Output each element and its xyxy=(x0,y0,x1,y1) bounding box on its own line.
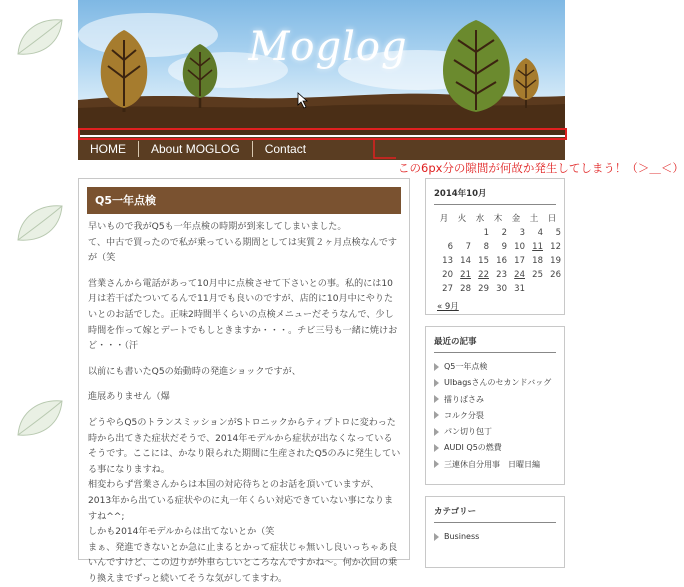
post-paragraph: 早いもので我がQ5も一年点検の時期が到来してしまいました。 て、中古で買ったので私が乗っている期間としては実質２ヶ月点検なんですが（笑 xyxy=(88,222,398,264)
calendar-day: 25 xyxy=(532,270,543,280)
calendar-day: 27 xyxy=(442,284,453,294)
arrow-bullet-icon xyxy=(434,428,439,436)
recent-post-item[interactable] xyxy=(434,375,564,391)
arrow-bullet-icon xyxy=(434,411,439,419)
calendar-day: 9 xyxy=(501,242,507,252)
calendar-weekday: 火 xyxy=(457,214,467,224)
site-header xyxy=(78,0,565,135)
nav-home-link[interactable]: HOME xyxy=(78,141,139,157)
recent-post-link[interactable]: AUDI Q5の燃費 xyxy=(444,443,502,453)
leaf-decoration-icon xyxy=(14,14,66,62)
calendar-weekday: 水 xyxy=(475,214,485,224)
calendar-day: 7 xyxy=(465,242,471,252)
recent-post-link[interactable]: UIbagsさんのセカンドバッグ xyxy=(444,378,552,388)
calendar-day: 18 xyxy=(532,256,543,266)
calendar-day: 12 xyxy=(550,242,561,252)
main-nav xyxy=(78,137,565,160)
calendar-day[interactable]: 22 xyxy=(478,270,489,280)
calendar-weekday: 月 xyxy=(439,214,449,224)
calendar-day: 8 xyxy=(483,242,489,252)
category-link[interactable]: Business xyxy=(444,532,480,541)
calendar-day: 3 xyxy=(519,228,525,238)
recent-post-link[interactable]: コルク分裂 xyxy=(444,410,484,420)
calendar-day xyxy=(543,282,561,296)
calendar-week-row xyxy=(435,240,561,254)
calendar-day: 15 xyxy=(478,256,489,266)
recent-post-item[interactable] xyxy=(434,457,564,473)
leaf-decoration-icon xyxy=(14,395,66,443)
calendar-day: 30 xyxy=(496,284,507,294)
calendar-day: 29 xyxy=(478,284,489,294)
calendar-day: 13 xyxy=(442,256,453,266)
arrow-bullet-icon xyxy=(434,444,439,452)
post-paragraph: どうやらQ5のトランスミッションがSトロニックからティプトロに変わった時から出てきた症状だそうで、2014年モデルから症状が出なくなっているそうです。ここには、かなり限られた期間に生産されたQ5のみに発生している事になりますね。 相変わらず営業さんからは本国の対応待ちとのお話を頂いていますが、 2013年から出ている症状やのに丸一年くらい対応できていない事になりますね^^; しかも2014年モデルからは出てないとか（笑 まぁ、発進できないとか急に止まるとかって症状じゃ無いし良いっちゃあ良いんですけど、この辺りが外車らしいところなんですかね〜。何か次回の乗り換えまでずっと続いてそうな気がしてますわ。 xyxy=(88,417,401,584)
category-item[interactable] xyxy=(434,529,564,545)
post-paragraph: 進展ありません（爆 xyxy=(88,392,170,403)
calendar-day: 10 xyxy=(514,242,525,252)
recent-posts-title: 最近の記事 xyxy=(434,335,556,353)
post-title[interactable]: Q5一年点検 xyxy=(87,187,401,214)
calendar-title: 2014年10月 xyxy=(434,187,556,205)
calendar-day: 2 xyxy=(501,228,507,238)
annotation-text: この6px分の隙間が何故か発生してしまう！（＞＿＜） xyxy=(398,161,684,175)
recent-post-item[interactable] xyxy=(434,440,564,456)
recent-post-item[interactable] xyxy=(434,359,564,375)
categories-widget xyxy=(425,496,565,568)
calendar-week-row xyxy=(435,226,561,240)
calendar-day xyxy=(453,226,471,240)
calendar-week-row xyxy=(435,282,561,296)
site-logo[interactable]: Moglog xyxy=(248,24,408,70)
recent-post-item[interactable] xyxy=(434,408,564,424)
calendar-day: 5 xyxy=(555,228,561,238)
calendar-table xyxy=(435,210,561,296)
calendar-day[interactable]: 21 xyxy=(460,270,471,280)
calendar-day: 19 xyxy=(550,256,561,266)
calendar-day: 23 xyxy=(496,270,507,280)
post-paragraph: 営業さんから電話があって10月中に点検させて下さいとの事。私的には10月は若干ばたついてるんで11月でも良いのですが、店的に10月中にやりたいとのお話でした。正味2時間半くらいの点検メニューだそうなんで、少し時間を作って嫁とデートでもしときますか・・・。チビ三号も一緒に焼けおど・・・（汗 xyxy=(88,278,398,352)
calendar-day: 28 xyxy=(460,284,471,294)
categories-title: カテゴリー xyxy=(434,505,556,523)
calendar-day: 4 xyxy=(537,228,543,238)
arrow-bullet-icon xyxy=(434,533,439,541)
calendar-weekday: 土 xyxy=(529,214,539,224)
arrow-bullet-icon xyxy=(434,379,439,387)
calendar-weekday: 木 xyxy=(493,214,503,224)
recent-post-link[interactable]: 三連休自分用事 日曜日編 xyxy=(444,459,540,469)
nav-about-link[interactable]: About MOGLOG xyxy=(139,141,253,157)
calendar-week-row xyxy=(435,254,561,268)
calendar-day: 20 xyxy=(442,270,453,280)
recent-post-link[interactable]: 擂りばさみ xyxy=(444,394,484,404)
recent-posts-list xyxy=(434,359,564,473)
calendar-day: 17 xyxy=(514,256,525,266)
recent-post-link[interactable]: パン切り包丁 xyxy=(444,427,492,437)
calendar-day[interactable]: 24 xyxy=(514,270,525,280)
recent-post-item[interactable] xyxy=(434,424,564,440)
calendar-day: 1 xyxy=(483,228,489,238)
recent-post-link[interactable]: Q5一年点検 xyxy=(444,362,488,371)
gap-highlight-box xyxy=(78,128,567,140)
calendar-prev-link[interactable]: « 9月 xyxy=(437,302,459,312)
calendar-day: 26 xyxy=(550,270,561,280)
post-body xyxy=(79,214,409,587)
post-article xyxy=(78,178,410,584)
leaf-decoration-icon xyxy=(14,200,66,248)
calendar-day: 16 xyxy=(496,256,507,266)
calendar-weekday: 金 xyxy=(511,214,521,224)
recent-posts-widget xyxy=(425,326,565,485)
arrow-bullet-icon xyxy=(434,395,439,403)
nav-contact-link[interactable]: Contact xyxy=(264,141,307,156)
recent-post-item[interactable] xyxy=(434,392,564,408)
arrow-bullet-icon xyxy=(434,363,439,371)
post-paragraph: 以前にも書いたQ5の始動時の発進ショックですが、 xyxy=(88,366,301,377)
calendar-widget xyxy=(425,178,565,315)
annotation-pointer xyxy=(372,136,396,162)
calendar-day[interactable]: 11 xyxy=(532,242,543,252)
arrow-bullet-icon xyxy=(434,460,439,468)
calendar-day: 31 xyxy=(514,284,525,294)
calendar-day xyxy=(435,226,453,240)
calendar-day: 6 xyxy=(447,242,453,252)
categories-list xyxy=(434,529,564,545)
calendar-weekday: 日 xyxy=(547,214,557,224)
calendar-week-row xyxy=(435,268,561,282)
calendar-day xyxy=(525,282,543,296)
calendar-day: 14 xyxy=(460,256,471,266)
